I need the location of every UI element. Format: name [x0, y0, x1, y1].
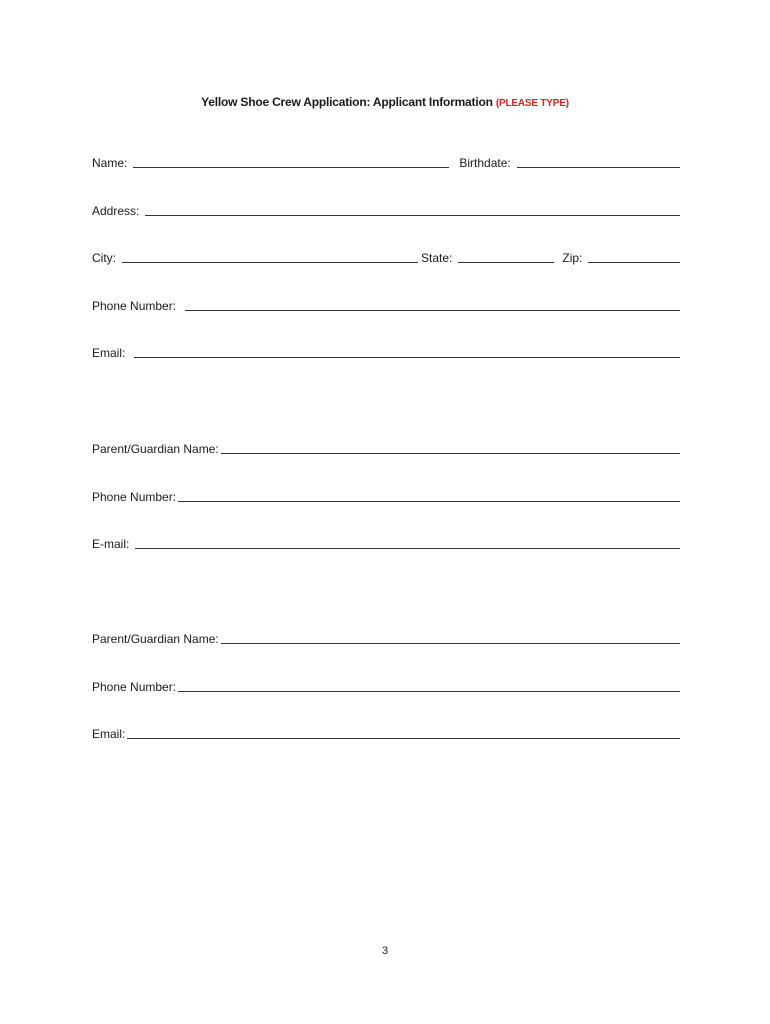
- guardian2-email-field[interactable]: [127, 738, 680, 739]
- applicant-email-label: Email:: [92, 346, 126, 360]
- birthdate-field[interactable]: [517, 167, 680, 168]
- applicant-email-row: [92, 344, 680, 360]
- guardian2-email-row: [92, 725, 680, 741]
- guardian1-phone-field[interactable]: [178, 501, 680, 502]
- guardian1-phone-label: Phone Number:: [92, 490, 177, 504]
- city-label: City:: [92, 251, 116, 265]
- guardian2-email-label: Email:: [92, 727, 126, 741]
- applicant-phone-label: Phone Number:: [92, 299, 177, 313]
- guardian1-name-label: Parent/Guardian Name:: [92, 442, 219, 456]
- applicant-name-field[interactable]: [133, 167, 449, 168]
- guardian1-name-field[interactable]: [221, 453, 680, 454]
- city-field[interactable]: [122, 262, 418, 263]
- applicant-phone-field[interactable]: [185, 310, 680, 311]
- address-label: Address:: [92, 204, 140, 218]
- guardian2-name-label: Parent/Guardian Name:: [92, 632, 219, 646]
- address-row: [92, 202, 680, 218]
- zip-field[interactable]: [588, 262, 680, 263]
- address-field[interactable]: [145, 215, 680, 216]
- guardian2-phone-label: Phone Number:: [92, 680, 177, 694]
- applicant-email-field[interactable]: [134, 357, 680, 358]
- state-label: State:: [421, 251, 453, 265]
- zip-label: Zip:: [562, 251, 583, 265]
- guardian1-name-row: [92, 440, 680, 456]
- applicant-name-row: [92, 154, 680, 170]
- form-title: [0, 95, 770, 109]
- guardian1-email-row: [92, 535, 680, 551]
- guardian2-name-row: [92, 630, 680, 646]
- form-title-text: Yellow Shoe Crew Application: Applicant Information: [201, 95, 493, 109]
- guardian2-phone-field[interactable]: [178, 691, 680, 692]
- page-number: 3: [381, 945, 389, 957]
- state-field[interactable]: [458, 262, 554, 263]
- please-type-note: (PLEASE TYPE): [495, 98, 569, 109]
- guardian2-name-field[interactable]: [221, 643, 680, 644]
- city-state-zip-row: [92, 249, 680, 265]
- applicant-name-label: Name:: [92, 156, 128, 170]
- applicant-phone-row: [92, 297, 680, 313]
- guardian2-phone-row: [92, 678, 680, 694]
- guardian1-phone-row: [92, 488, 680, 504]
- guardian1-email-field[interactable]: [135, 548, 680, 549]
- guardian1-email-label: E-mail:: [92, 537, 130, 551]
- birthdate-label: Birthdate:: [459, 156, 511, 170]
